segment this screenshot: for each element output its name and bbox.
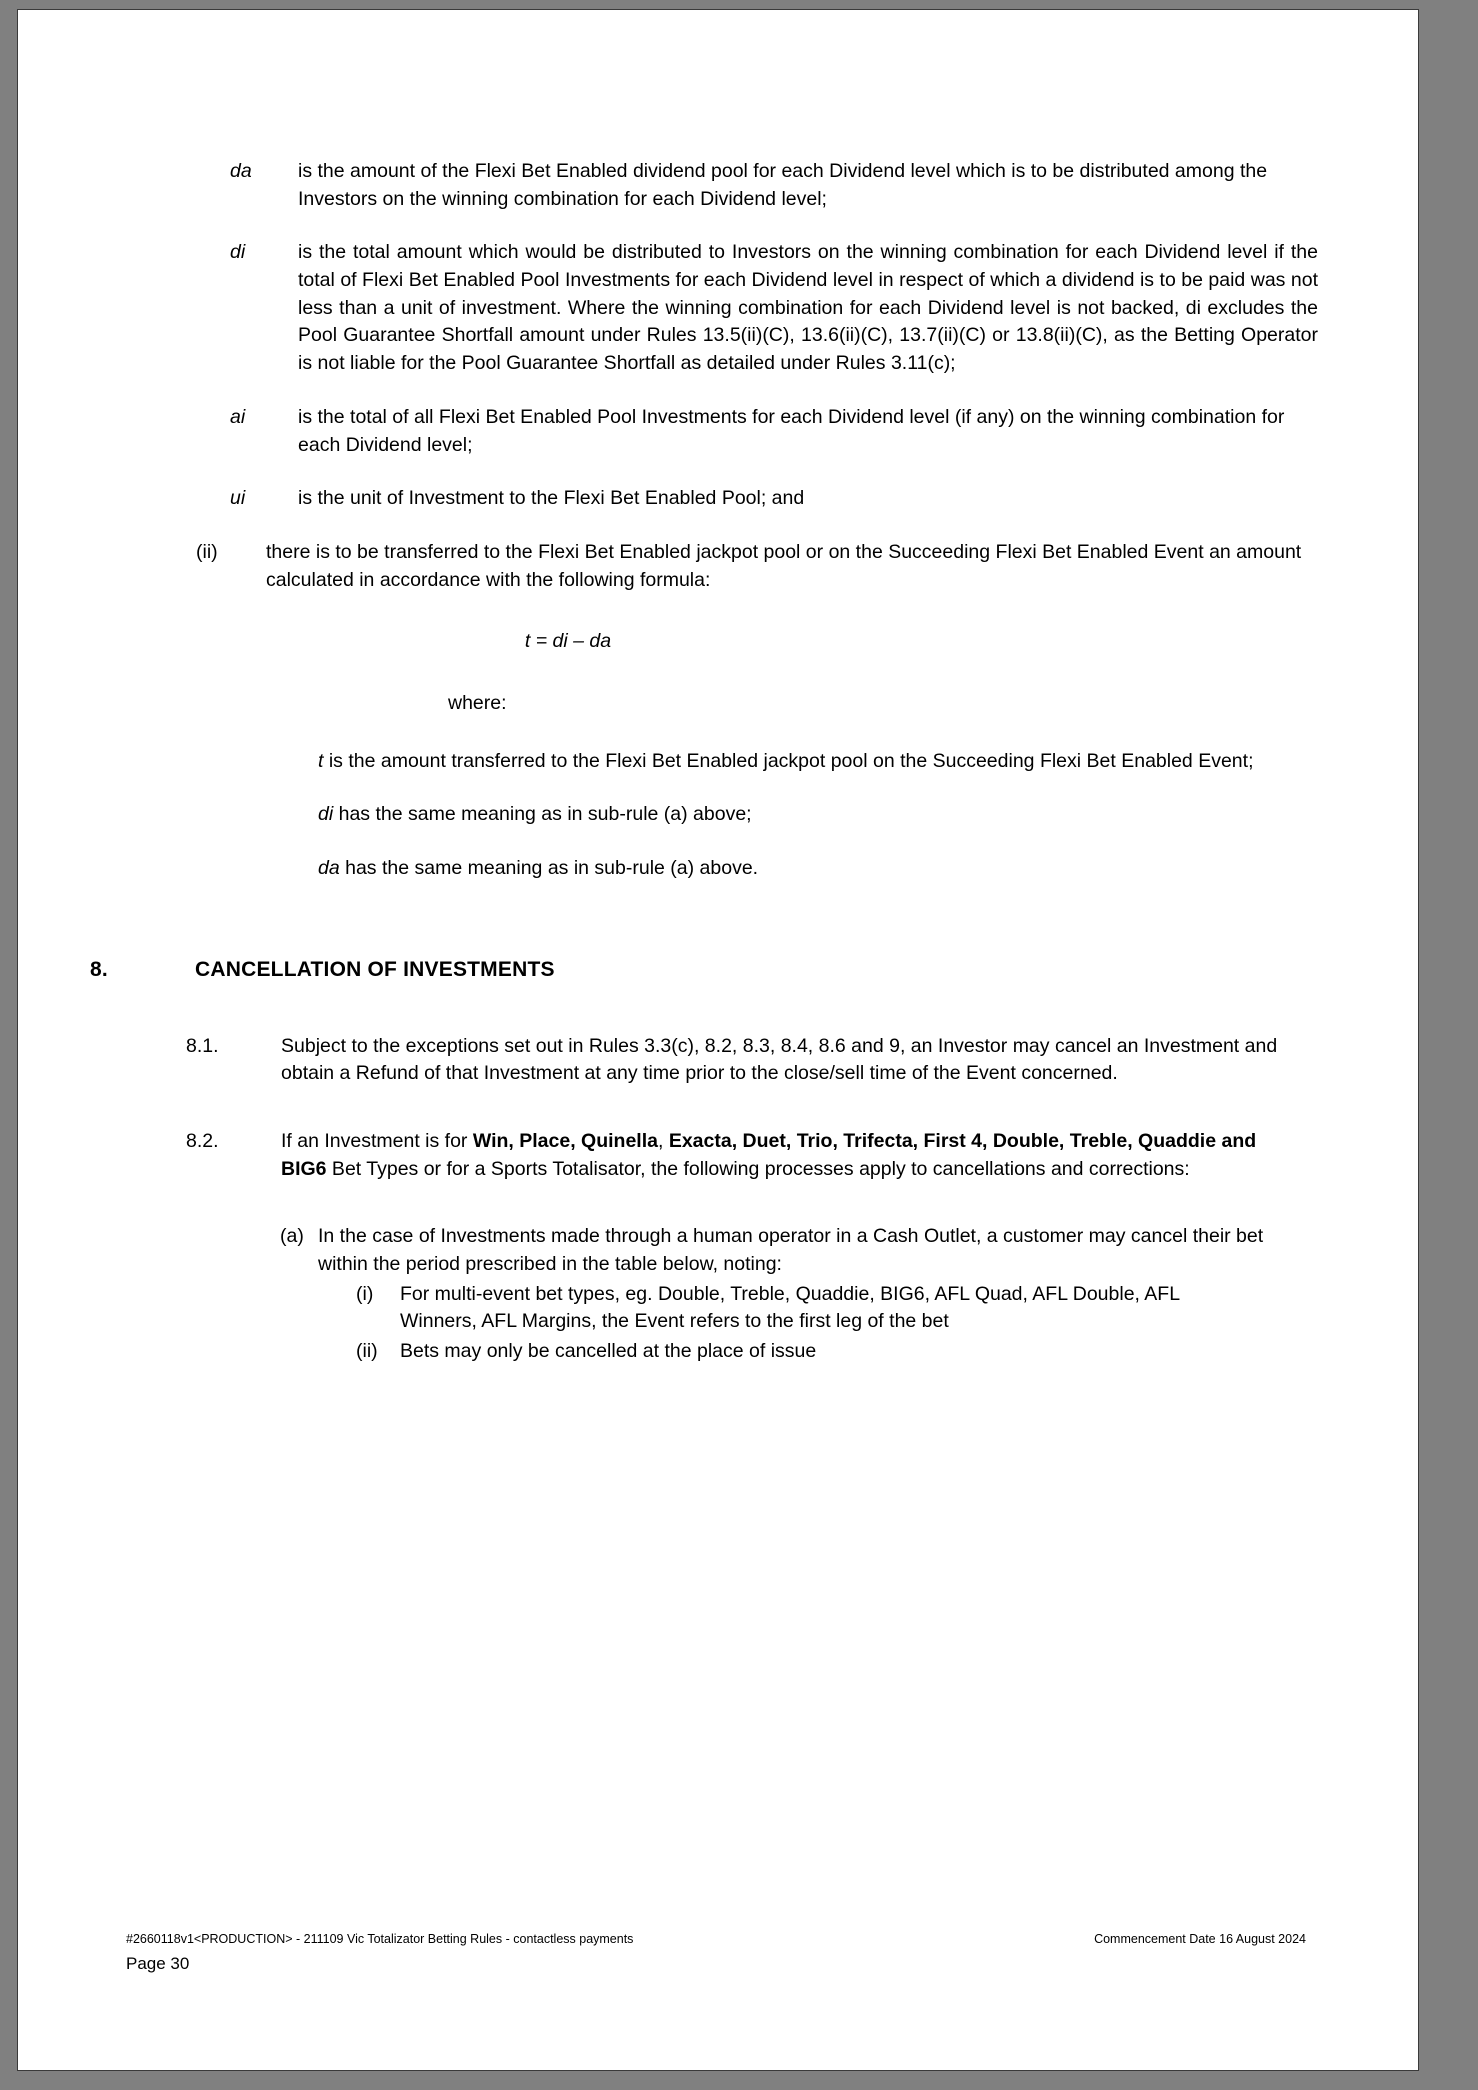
- symbol-di-text: has the same meaning as in sub-rule (a) above;: [333, 803, 752, 826]
- rule-8-2-separator: ,: [657, 1129, 669, 1152]
- rule-8-2-tail: Bet Types or for a Sports Totalisator, the following processes apply to cancellations and corrections:: [326, 1157, 1190, 1180]
- page-content: [18, 158, 1418, 1368]
- footer-page-number: Page 30: [126, 1954, 190, 1973]
- sub-item-a-i-label: (i): [356, 1282, 374, 1305]
- page-inner: [18, 10, 1418, 2070]
- rule-8-2-number: 8.2.: [186, 1129, 219, 1152]
- footer-document-reference: #2660118v1<PRODUCTION> - 211109 Vic Totalizator Betting Rules - contactless payments: [126, 1932, 634, 1946]
- symbol-da-text: has the same meaning as in sub-rule (a) above.: [339, 857, 759, 879]
- symbol-da: da: [318, 857, 340, 879]
- sub-item-a-i: [18, 1281, 1418, 1336]
- document-page: [18, 10, 1418, 2070]
- definition-text-ai: is the total of all Flexi Bet Enabled Pool Investments for each Dividend level (if any) on the winning combination for each Dividend level;: [298, 405, 1285, 456]
- rule-8-2-text: [281, 1128, 1418, 1183]
- definition-da: [18, 158, 1418, 213]
- section-title: CANCELLATION OF INVESTMENTS: [195, 957, 555, 981]
- sub-item-a-ii-text: Bets may only be cancelled at the place of issue: [400, 1340, 817, 1362]
- sub-item-a-ii: [18, 1338, 1418, 1366]
- formula-expression: t = di – da: [524, 630, 612, 653]
- rule-8-2-lead: If an Investment is for: [281, 1129, 473, 1152]
- sub-item-a-label: (a): [280, 1225, 304, 1248]
- rule-8-1: [18, 1033, 1418, 1088]
- sub-item-a-ii-spacer: [18, 1338, 318, 1366]
- rule-8-2: [18, 1128, 1418, 1183]
- symbol-t: t: [318, 749, 324, 772]
- definition-term-da: da: [230, 160, 252, 182]
- definition-ai: [18, 404, 1418, 459]
- sub-item-a: [18, 1223, 1418, 1278]
- sub-item-a-i-wrap: [318, 1281, 1418, 1336]
- rule-8-1-number: 8.1.: [186, 1034, 219, 1057]
- section-heading: [18, 955, 1418, 985]
- clause-ii-text: there is to be transferred to the Flexi Bet Enabled jackpot pool or on the Succeeding Flexi Bet Enabled Event an amount calculated in accordance with the following formula:: [266, 540, 1302, 591]
- formula-where-label: where:: [448, 691, 507, 714]
- definition-di: [18, 239, 1418, 377]
- sub-item-a-ii-label: (ii): [356, 1340, 378, 1362]
- definition-ui: [18, 485, 1418, 513]
- sub-item-a-text: In the case of Investments made through a human operator in a Cash Outlet, a customer may cancel their bet within the period prescribed in the table below, noting:: [318, 1225, 1264, 1275]
- rule-8-2-bet-types-1: Win, Place, Quinella: [472, 1129, 658, 1152]
- definition-term-di: di: [230, 241, 246, 264]
- clause-ii: [18, 539, 1418, 594]
- sub-item-a-ii-wrap: [318, 1338, 1418, 1366]
- sub-item-a-i-spacer: [18, 1281, 318, 1336]
- definition-text-di: is the total amount which would be distributed to Investors on the winning combination for each Dividend level if the total of Flexi Bet Enabled Pool Investments for each Dividend level in respect of which a dividend is to be paid was not less than a unit of investment. Where the winning combination for each Dividend level is not backed, di excludes the Pool Guarantee Shortfall amount under Rules 13.5(ii)(C), 13.6(ii)(C), 13.7(ii)(C) or 13.8(ii)(C), as the Betting Operator is not liable for the Pool Guarantee Shortfall as detailed under Rules 3.11(c);: [298, 241, 1318, 375]
- rule-8-2-bet-types-2: Exacta, Duet, Trio, Trifecta, First 4, Double, Treble, Quaddie and BIG6: [281, 1129, 1257, 1180]
- roman-row-ii: [318, 1338, 1306, 1366]
- symbol-di: di: [318, 803, 334, 826]
- formula-di-definition: [18, 801, 1418, 829]
- footer-top-line: [18, 1932, 1418, 1946]
- rule-8-1-text: Subject to the exceptions set out in Rules 3.3(c), 8.2, 8.3, 8.4, 8.6 and 9, an Investor may cancel an Investment and obtain a Refund of that Investment at any time prior to the close/sell time of the Event concerned.: [281, 1034, 1278, 1085]
- formula-da-definition: [18, 855, 1418, 883]
- roman-row-i: [318, 1281, 1306, 1336]
- definition-term-ui: ui: [230, 487, 246, 510]
- definition-text-da: is the amount of the Flexi Bet Enabled dividend pool for each Dividend level which is to be distributed among the Investors on the winning combination for each Dividend level;: [298, 160, 1268, 210]
- definition-term-ai: ai: [230, 405, 246, 428]
- definition-text-ui: is the unit of Investment to the Flexi Bet Enabled Pool; and: [298, 487, 805, 510]
- formula-t-definition: [18, 748, 1418, 776]
- sub-item-a-i-text: For multi-event bet types, eg. Double, Treble, Quaddie, BIG6, AFL Quad, AFL Double, AFL Winners, AFL Margins, the Event refers to the first leg of the bet: [400, 1282, 1180, 1333]
- footer-commencement-date: Commencement Date 16 August 2024: [1094, 1932, 1306, 1946]
- section-number: 8.: [90, 957, 108, 981]
- symbol-t-text: is the amount transferred to the Flexi Bet Enabled jackpot pool on the Succeeding Flexi Bet Enabled Event;: [323, 749, 1254, 772]
- clause-ii-number: (ii): [196, 540, 218, 563]
- page-footer: [18, 1932, 1418, 1974]
